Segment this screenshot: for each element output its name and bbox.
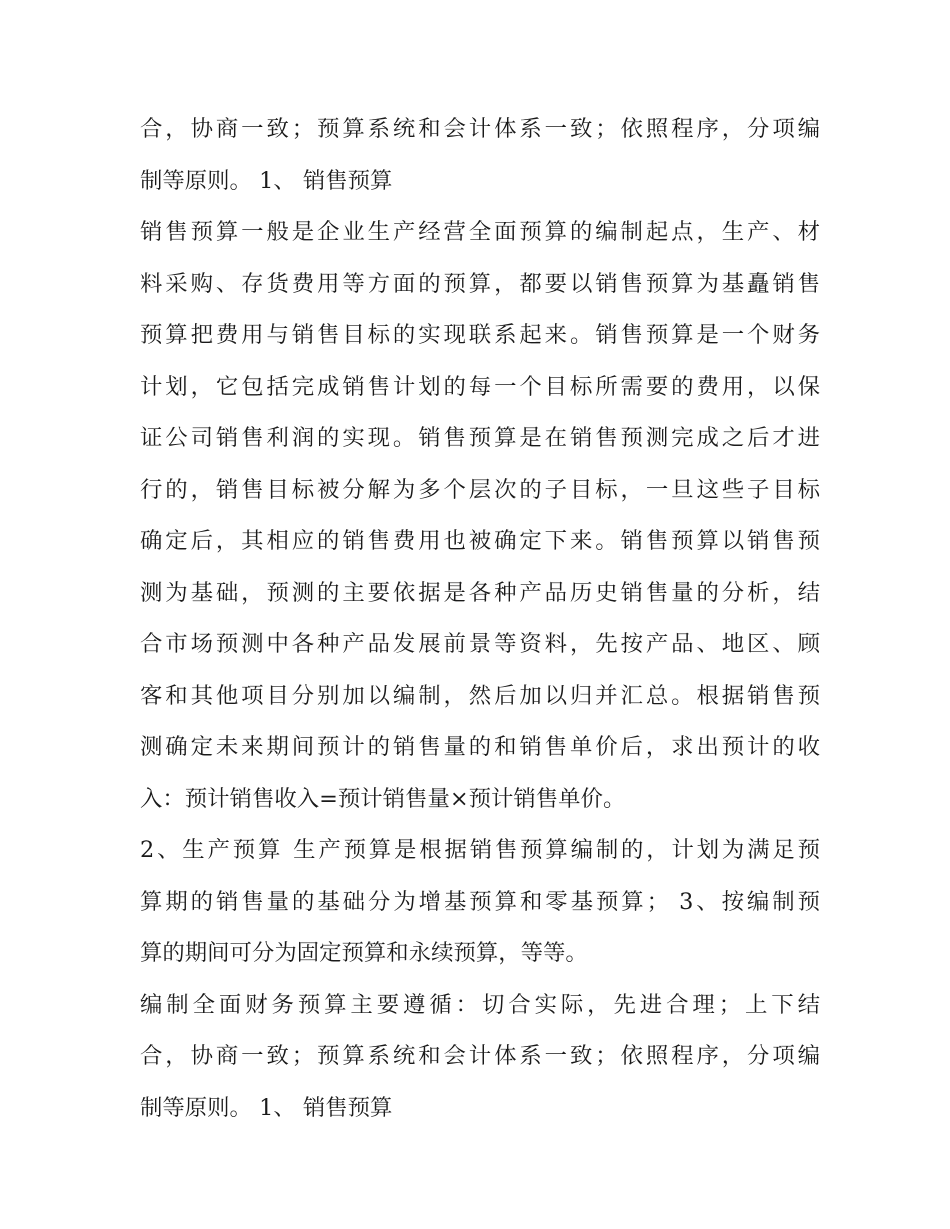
text-line: 测为基础，预测的主要依据是各种产品历史销售量的分析，结 <box>140 579 820 606</box>
text-line: 确定后，其相应的销售费用也被确定下来。销售预算以销售预 <box>140 528 820 554</box>
text-line: 2、生产预算 生产预算是根据销售预算编制的，计划为满足预 <box>140 837 820 863</box>
text-line: 预算把费用与销售目标的实现联系起来。销售预算是一个财务 <box>140 322 820 348</box>
body-text <box>140 104 820 1134</box>
text-line: 销售预算一般是企业生产经营全面预算的编制起点，生产、材 <box>140 219 820 245</box>
text-line: 合，协商一致；预算系统和会计体系一致；依照程序，分项编 <box>140 1043 820 1069</box>
text-line: 证公司销售利润的实现。销售预算是在销售预测完成之后才进 <box>140 425 820 451</box>
text-line: 测确定未来期间预计的销售量的和销售单价后，求出预计的收 <box>140 734 820 760</box>
text-line: 料采购、存货费用等方面的预算，都要以销售预算为基矗销售 <box>140 270 820 297</box>
text-line: 算期的销售量的基础分为增基预算和零基预算； 3、按编制预 <box>140 888 820 915</box>
text-line: 算的期间可分为固定预算和永续预算，等等。 <box>140 940 588 966</box>
text-line: 计划，它包括完成销售计划的每一个目标所需要的费用，以保 <box>140 373 820 400</box>
text-line: 编制全面财务预算主要遵循：切合实际，先进合理；上下结 <box>140 991 820 1018</box>
text-line: 入：预计销售收入=预计销售量×预计销售单价。 <box>140 785 626 812</box>
text-line: 制等原则。 1、 销售预算 <box>140 167 393 194</box>
text-line: 客和其他项目分别加以编制，然后加以归并汇总。根据销售预 <box>140 682 820 709</box>
text-line: 合，协商一致；预算系统和会计体系一致；依照程序，分项编 <box>140 116 820 142</box>
text-line: 制等原则。 1、 销售预算 <box>140 1094 393 1121</box>
text-line: 行的，销售目标被分解为多个层次的子目标，一旦这些子目标 <box>140 476 820 503</box>
text-line: 合市场预测中各种产品发展前景等资料，先按产品、地区、顾 <box>140 631 820 657</box>
